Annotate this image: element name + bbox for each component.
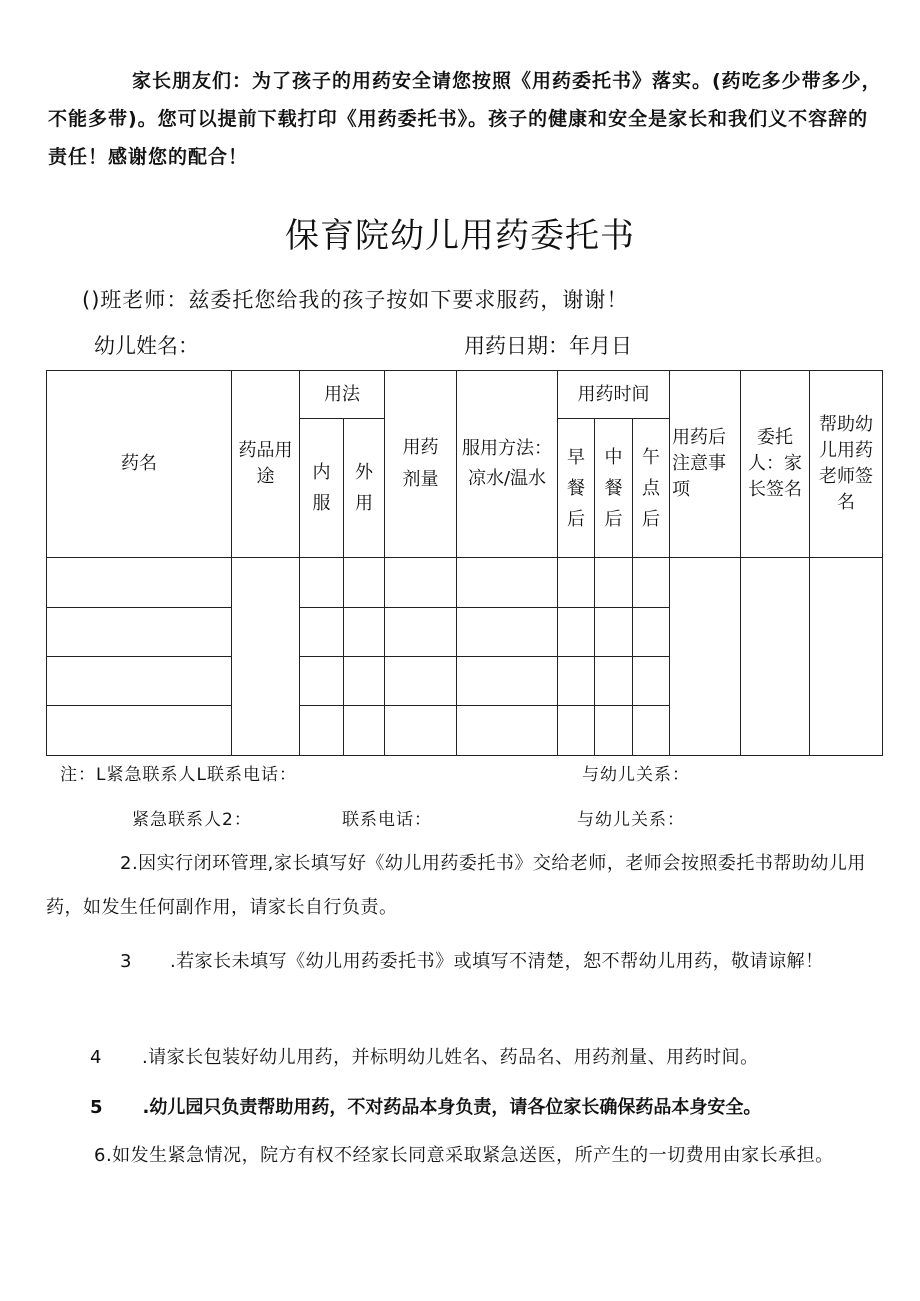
child-name-label: 幼儿姓名：: [94, 334, 199, 358]
cell-external[interactable]: [344, 656, 385, 705]
medication-form-table: [46, 370, 883, 756]
relationship-2-label: 与幼儿关系：: [577, 810, 685, 830]
item-4-text: .请家长包装好幼儿用药，并标明幼儿姓名、药品名、用药剂量、用药时间。: [141, 1047, 759, 1068]
cell-external[interactable]: [344, 705, 385, 755]
cell-dosage[interactable]: [385, 607, 457, 656]
item-5-number: 5: [90, 1097, 103, 1118]
emergency-contact-2-label: 紧急联系人2：: [132, 810, 252, 830]
item-6-paragraph: 6.如发生紧急情况，院方有权不经家长同意采取紧急送医，所产生的一切费用由家长承担。: [94, 1145, 834, 1166]
cell-internal[interactable]: [300, 656, 344, 705]
header-usage: 用法: [300, 371, 385, 419]
cell-dosage[interactable]: [385, 705, 457, 755]
cell-dosage[interactable]: [385, 656, 457, 705]
cell-method[interactable]: [457, 607, 558, 656]
cell-after-breakfast[interactable]: [558, 656, 595, 705]
cell-after-breakfast[interactable]: [558, 705, 595, 755]
cell-notes[interactable]: [670, 558, 741, 756]
cell-drug-name[interactable]: [47, 705, 232, 755]
item-4-paragraph: [46, 1036, 892, 1080]
header-parent-signature: 委托人：家长签名: [741, 371, 810, 558]
header-after-lunch: 中餐后: [595, 419, 633, 558]
cell-internal[interactable]: [300, 705, 344, 755]
cell-afternoon-snack[interactable]: [633, 705, 670, 755]
item-3-paragraph: [46, 940, 892, 984]
header-internal: 内服: [300, 419, 344, 558]
greeting-line: ()班老师：兹委托您给我的孩子按如下要求服药，谢谢！: [82, 288, 629, 312]
cell-afternoon-snack[interactable]: [633, 558, 670, 607]
cell-drug-name[interactable]: [47, 607, 232, 656]
cell-after-lunch[interactable]: [595, 705, 633, 755]
intro-paragraph: [48, 62, 888, 176]
header-drug-name: 药名: [47, 371, 232, 558]
cell-after-lunch[interactable]: [595, 656, 633, 705]
header-notes: 用药后注意事项: [670, 371, 741, 558]
cell-after-breakfast[interactable]: [558, 558, 595, 607]
header-method: 服用方法：凉水/温水: [457, 371, 558, 558]
item-2-paragraph: 2.因实行闭环管理,家长填写好《幼儿用药委托书》交给老师，老师会按照委托书帮助幼儿用药，如发生任何副作用，请家长自行负责。: [46, 853, 866, 918]
cell-method[interactable]: [457, 656, 558, 705]
page-title: 保育院幼儿用药委托书: [285, 216, 635, 256]
medication-date-label: 用药日期：年月日: [464, 334, 632, 358]
relationship-1-label: 与幼儿关系：: [582, 765, 690, 785]
cell-after-breakfast[interactable]: [558, 607, 595, 656]
table-row: [47, 558, 883, 607]
cell-afternoon-snack[interactable]: [633, 607, 670, 656]
header-purpose: 药品用途: [232, 371, 300, 558]
cell-internal[interactable]: [300, 607, 344, 656]
header-after-breakfast: 早餐后: [558, 419, 595, 558]
cell-afternoon-snack[interactable]: [633, 656, 670, 705]
header-dosage: 用药剂量: [385, 371, 457, 558]
cell-method[interactable]: [457, 705, 558, 755]
item-3-text: .若家长未填写《幼儿用药委托书》或填写不清楚，恕不帮幼儿用药，敬请谅解！: [169, 951, 824, 972]
cell-after-lunch[interactable]: [595, 607, 633, 656]
emergency-contact-1-label: 注：L紧急联系人L联系电话：: [60, 765, 297, 785]
cell-external[interactable]: [344, 558, 385, 607]
item-5-text: .幼儿园只负责帮助用药，不对药品本身负责，请各位家长确保药品本身安全。: [142, 1097, 762, 1118]
cell-method[interactable]: [457, 558, 558, 607]
cell-teacher-signature[interactable]: [810, 558, 883, 756]
header-afternoon-snack: 午点后: [633, 419, 670, 558]
header-medication-time: 用药时间: [558, 371, 670, 419]
cell-drug-name[interactable]: [47, 656, 232, 705]
cell-internal[interactable]: [300, 558, 344, 607]
cell-dosage[interactable]: [385, 558, 457, 607]
header-teacher-signature: 帮助幼儿用药老师签名: [810, 371, 883, 558]
cell-purpose[interactable]: [232, 558, 300, 756]
cell-drug-name[interactable]: [47, 558, 232, 607]
phone-2-label: 联系电话：: [342, 810, 432, 830]
item-5-paragraph: [46, 1086, 892, 1130]
item-4-number: 4: [90, 1047, 102, 1068]
cell-external[interactable]: [344, 607, 385, 656]
cell-after-lunch[interactable]: [595, 558, 633, 607]
header-external: 外用: [344, 419, 385, 558]
intro-text: 家长朋友们：为了孩子的用药安全请您按照《用药委托书》落实。(药吃多少带多少，不能多带)。您可以提前下载打印《用药委托书》。孩子的健康和安全是家长和我们义不容辞的责任！感谢您的配合！: [48, 70, 882, 168]
cell-parent-signature[interactable]: [741, 558, 810, 756]
item-3-number: 3: [120, 951, 132, 972]
